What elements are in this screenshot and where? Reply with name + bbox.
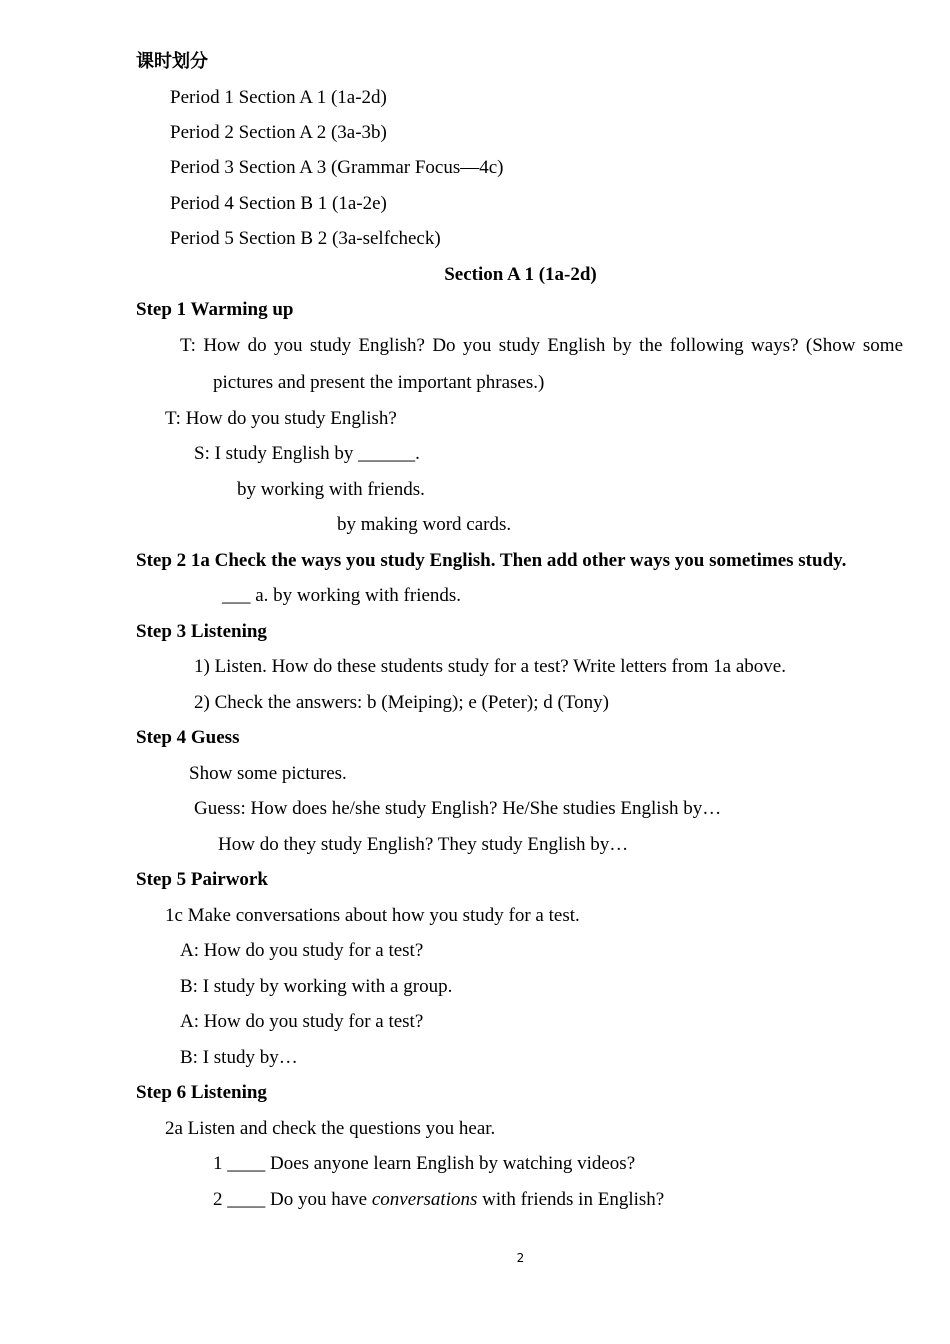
step3-title: Step 3 Listening xyxy=(136,621,267,642)
step5-dialog-line: A: How do you study for a test? xyxy=(180,940,424,961)
step5-dialog-line: A: How do you study for a test? xyxy=(180,1011,424,1032)
page-heading: 课时划分 xyxy=(136,51,208,72)
step3-line-1: 1) Listen. How do these students study for a test? Write letters from 1a above. xyxy=(194,656,786,677)
page-number: 2 xyxy=(516,1251,525,1265)
step6-title: Step 6 Listening xyxy=(136,1082,267,1103)
step5-dialog-line: B: I study by working with a group. xyxy=(180,976,453,997)
step6-question-2-start: 2 ____ Do you have xyxy=(213,1189,372,1210)
period-4: Period 4 Section B 1 (1a-2e) xyxy=(170,193,387,214)
step1-example-1: by working with friends. xyxy=(237,479,425,500)
period-3: Period 3 Section A 3 (Grammar Focus—4c) xyxy=(170,157,504,178)
step1-teacher-line-1: T: How do you study English? Do you study English by the following ways? (Show some xyxy=(180,335,903,356)
step1-teacher-question: T: How do you study English? xyxy=(165,408,397,429)
step6-question-2 xyxy=(213,1188,664,1212)
step5-title: Step 5 Pairwork xyxy=(136,869,268,890)
step4-line-1: Show some pictures. xyxy=(189,763,347,784)
step1-example-2: by making word cards. xyxy=(337,514,512,535)
step4-line-3: How do they study English? They study English by… xyxy=(218,834,629,855)
step1-teacher-line-2: pictures and present the important phrases.) xyxy=(213,372,545,393)
step5-intro: 1c Make conversations about how you study for a test. xyxy=(165,905,580,926)
step6-question-1: 1 ____ Does anyone learn English by watching videos? xyxy=(213,1153,636,1174)
step6-question-2-end: with friends in English? xyxy=(477,1189,665,1210)
step2-item: ___ a. by working with friends. xyxy=(222,585,462,606)
step5-dialog-line: B: I study by… xyxy=(180,1047,298,1068)
period-2: Period 2 Section A 2 (3a-3b) xyxy=(170,122,387,143)
step6-intro: 2a Listen and check the questions you hear. xyxy=(165,1118,496,1139)
step4-title: Step 4 Guess xyxy=(136,727,240,748)
step1-student-answer: S: I study English by ______. xyxy=(194,443,420,464)
section-title: Section A 1 (1a-2d) xyxy=(444,264,597,285)
step4-line-2: Guess: How does he/she study English? He/She studies English by… xyxy=(194,798,722,819)
step1-title: Step 1 Warming up xyxy=(136,299,294,320)
step2-title: Step 2 1a Check the ways you study English. Then add other ways you sometimes study. xyxy=(136,550,847,571)
step3-line-2: 2) Check the answers: b (Meiping); e (Peter); d (Tony) xyxy=(194,692,609,713)
period-1: Period 1 Section A 1 (1a-2d) xyxy=(170,87,387,108)
step6-question-2-italic: conversations xyxy=(371,1189,478,1210)
period-5: Period 5 Section B 2 (3a-selfcheck) xyxy=(170,228,441,249)
